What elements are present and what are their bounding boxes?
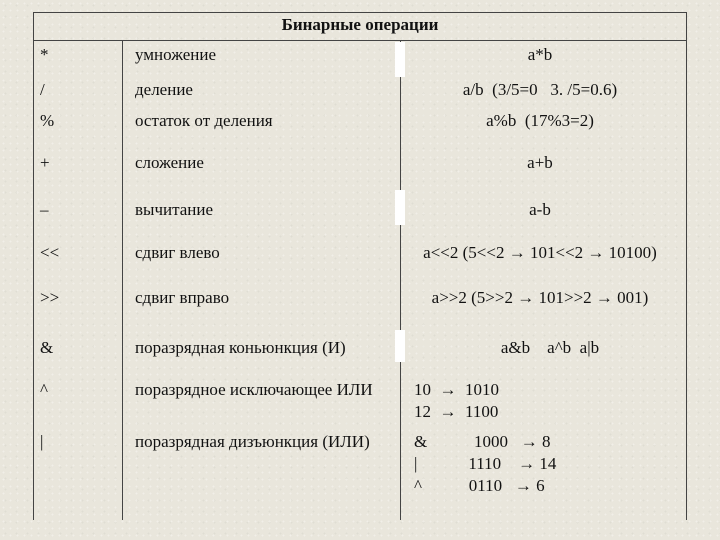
column-gap bbox=[395, 190, 405, 225]
operator-symbol: ^ bbox=[40, 380, 48, 399]
operation-example-line: 10 → 1010 bbox=[414, 380, 499, 399]
operation-example-line: 12 → 1100 bbox=[414, 402, 499, 421]
operator-symbol: / bbox=[40, 80, 45, 99]
column-gap bbox=[395, 42, 405, 77]
operation-name: сдвиг влево bbox=[135, 243, 220, 262]
table-header-divider bbox=[33, 40, 686, 41]
operator-symbol: | bbox=[40, 432, 44, 451]
operation-name: сдвиг вправо bbox=[135, 288, 230, 307]
operation-name: поразрядная дизъюнкция (ИЛИ) bbox=[135, 432, 370, 451]
operation-example: a*b bbox=[527, 45, 553, 64]
table-left-border bbox=[33, 12, 34, 520]
operator-symbol: + bbox=[40, 153, 50, 172]
operation-example-line: | 1110 → 14 bbox=[414, 454, 557, 473]
operator-symbol: – bbox=[40, 200, 49, 219]
operator-symbol: * bbox=[40, 45, 49, 64]
column-divider bbox=[122, 40, 123, 520]
operation-name: умножение bbox=[135, 45, 217, 64]
operation-name: остаток от деления bbox=[135, 111, 273, 130]
operation-example-line: & 1000 → 8 bbox=[414, 432, 551, 451]
operator-symbol: & bbox=[40, 338, 54, 357]
operation-name: поразрядное исключающее ИЛИ bbox=[135, 380, 373, 399]
operation-name: сложение bbox=[135, 153, 204, 172]
table-top-border bbox=[33, 12, 686, 13]
operation-example: a/b (3/5=0 3. /5=0.6) bbox=[462, 80, 618, 99]
operation-example: a>>2 (5>>2 → 101>>2 → 001) bbox=[431, 288, 649, 307]
operator-symbol: << bbox=[40, 243, 60, 262]
table-title: Бинарные операции bbox=[281, 15, 439, 34]
operator-symbol: >> bbox=[40, 288, 60, 307]
operation-example: a-b bbox=[529, 200, 551, 219]
operation-name: поразрядная коньюнкция (И) bbox=[135, 338, 346, 357]
table-right-border bbox=[686, 12, 687, 520]
operation-example-line: ^ 0110 → 6 bbox=[414, 476, 545, 495]
operation-name: вычитание bbox=[135, 200, 214, 219]
operator-symbol: % bbox=[40, 111, 55, 130]
operation-name: деление bbox=[135, 80, 193, 99]
operation-example: a<<2 (5<<2 → 101<<2 → 10100) bbox=[423, 243, 657, 262]
operation-example: a%b (17%3=2) bbox=[486, 111, 594, 130]
operation-example: a+b bbox=[527, 153, 553, 172]
operation-example: a&b a^b a|b bbox=[500, 338, 600, 357]
column-divider-right bbox=[400, 40, 401, 520]
column-gap bbox=[395, 330, 405, 362]
